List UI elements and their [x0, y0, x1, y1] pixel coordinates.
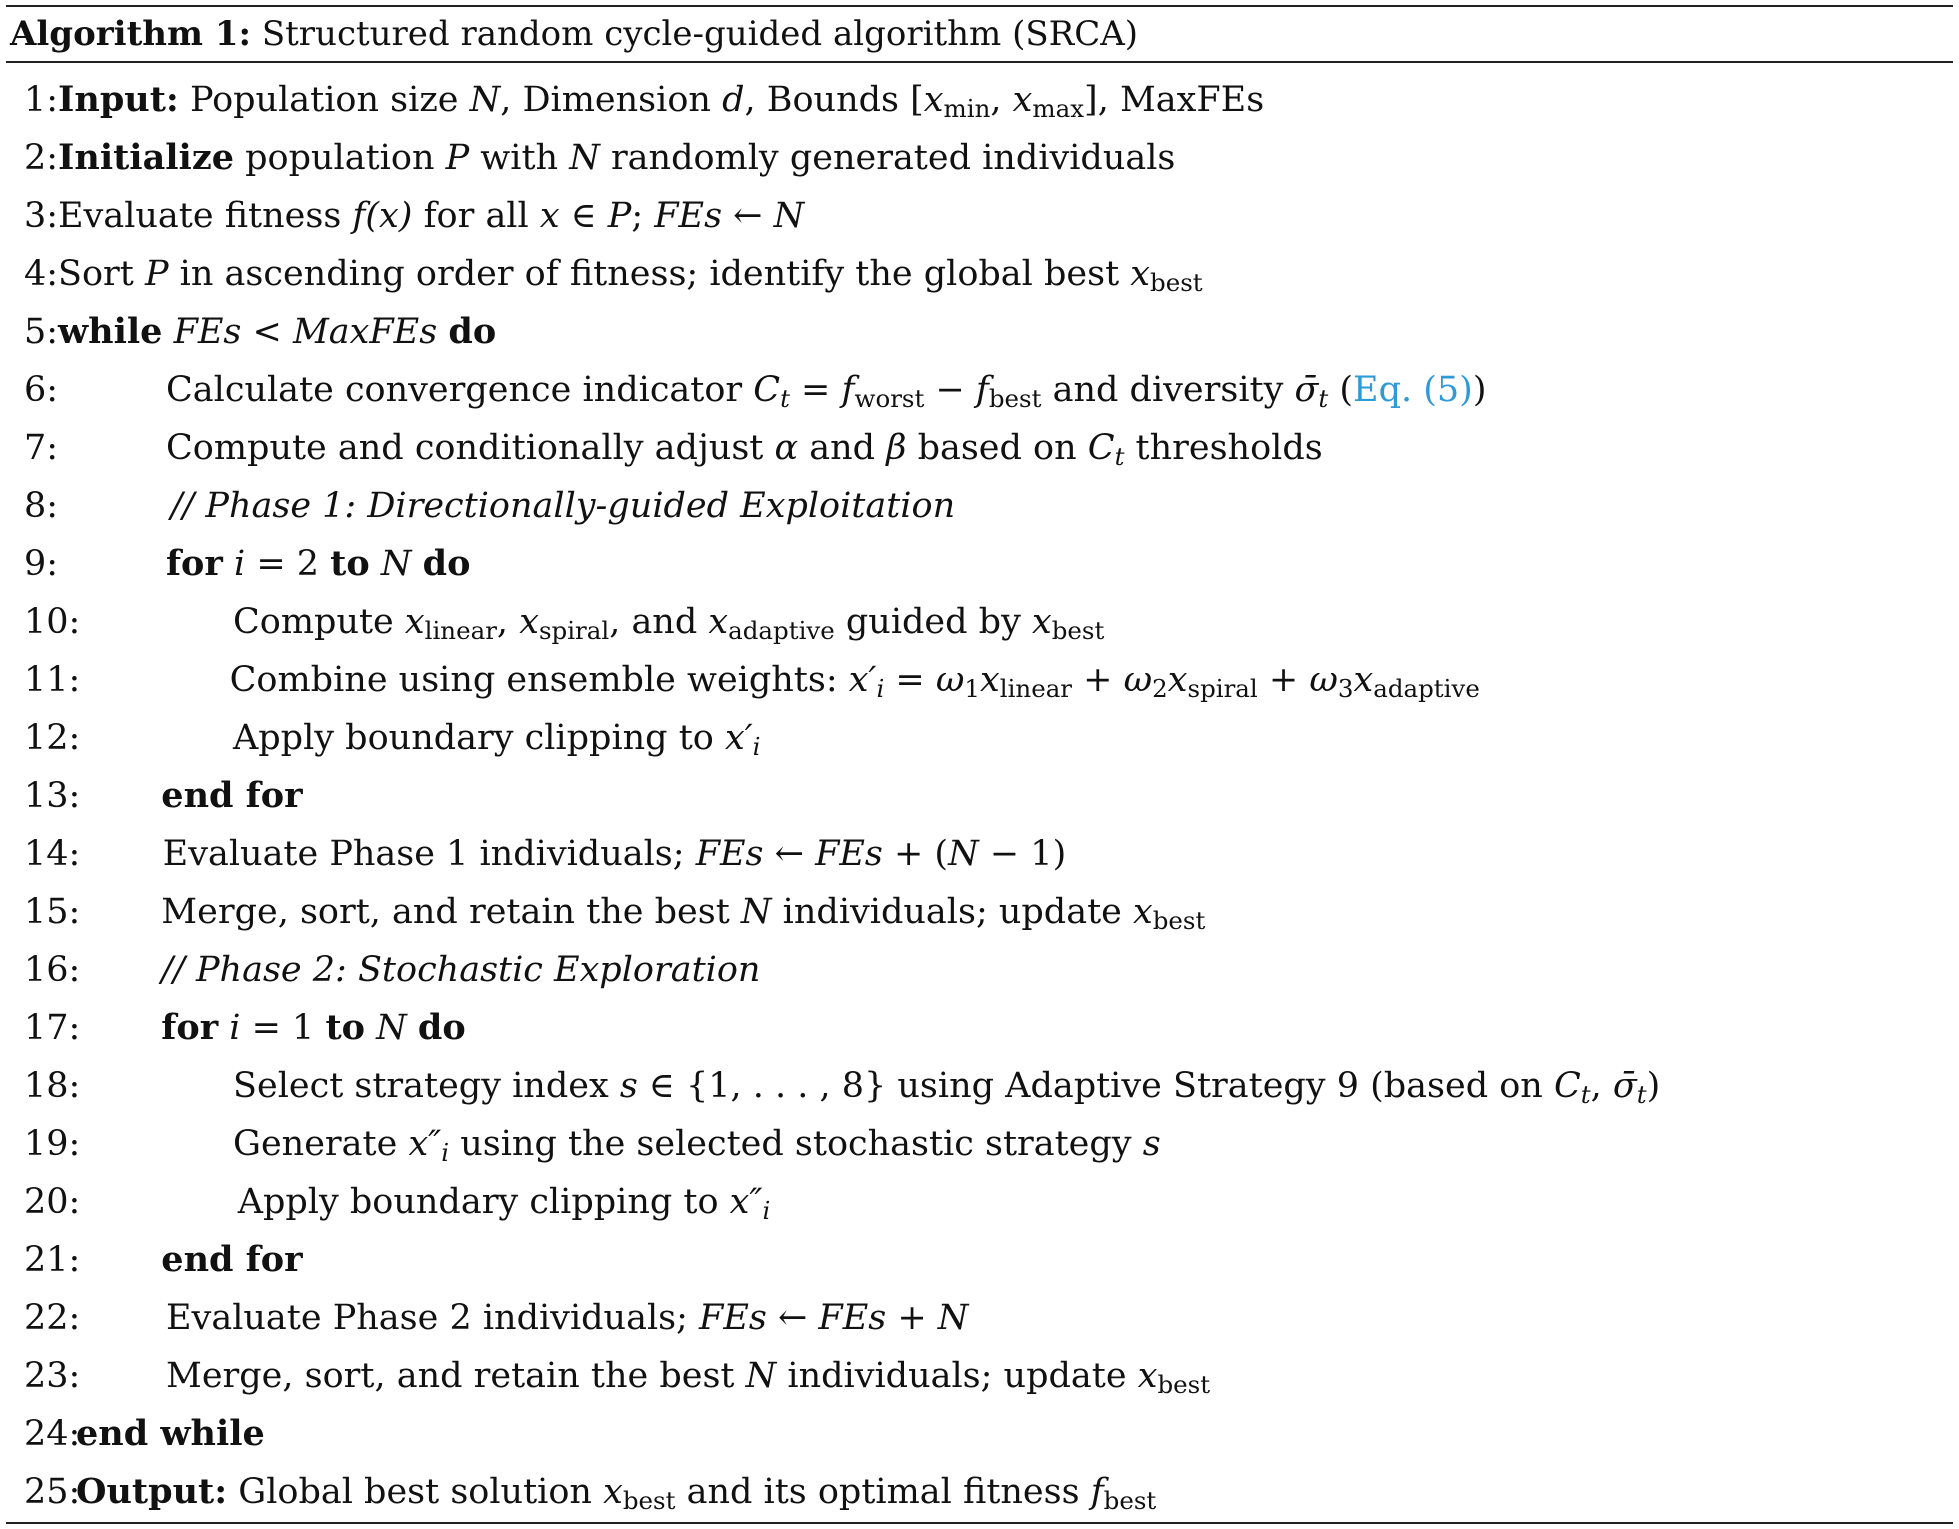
- keyword: Input:: [58, 79, 179, 120]
- math-symbol: d: [722, 80, 745, 120]
- subscript: i: [441, 1138, 450, 1168]
- text-segment: Combine using ensemble weights:: [229, 660, 849, 700]
- algorithm-label: Algorithm 1:: [10, 14, 252, 54]
- text-segment: [411, 544, 422, 584]
- text-segment: and: [798, 428, 887, 468]
- line-number: 15:: [24, 892, 81, 932]
- subscript: t: [1318, 384, 1329, 414]
- line-text: [171, 477, 955, 535]
- text-segment: =: [884, 660, 936, 700]
- text-segment: individuals; update: [776, 1356, 1138, 1396]
- text-segment: ∈ {1, . . . , 8} using Adaptive Strategy 9 (based on: [637, 1066, 1554, 1106]
- math-symbol: x′: [724, 718, 753, 758]
- text-segment: +: [1072, 660, 1124, 700]
- text-segment: ;: [631, 196, 655, 236]
- text-segment: ], MaxFEs: [1084, 80, 1265, 120]
- line-text: [161, 767, 302, 825]
- subscript: best: [988, 384, 1042, 414]
- algorithm-line: [6, 245, 1953, 303]
- keyword: while: [58, 311, 163, 352]
- text-segment: ): [1472, 370, 1487, 410]
- line-text: [76, 1463, 1156, 1521]
- text-segment: Evaluate fitness: [58, 196, 353, 236]
- math-symbol: x: [1137, 1356, 1158, 1396]
- math-symbol: σ̄: [1612, 1066, 1637, 1106]
- algorithm-line: [6, 767, 1953, 825]
- math-symbol: // Phase 2: Stochastic Exploration: [161, 950, 761, 990]
- algorithm-line: [6, 361, 1953, 419]
- subscript: t: [1636, 1080, 1647, 1110]
- text-segment: Evaluate Phase 1 individuals;: [162, 834, 696, 874]
- math-symbol: FEs: [699, 1298, 767, 1338]
- algorithm-caption: [6, 7, 1953, 61]
- line-text: [230, 651, 1480, 709]
- text-segment: and its optimal fitness: [675, 1472, 1091, 1512]
- line-number: 3:: [24, 196, 59, 236]
- text-segment: Global best solution: [227, 1472, 604, 1512]
- subscript: 3: [1337, 674, 1354, 704]
- line-number: 25:: [24, 1472, 81, 1512]
- subscript: min: [943, 94, 991, 124]
- algorithm-line: [6, 1347, 1953, 1405]
- algorithm-line: [6, 1289, 1953, 1347]
- text-segment: Sort: [58, 254, 145, 294]
- text-segment: =: [789, 370, 842, 410]
- math-symbol: f: [841, 370, 855, 410]
- subscript: adaptive: [1373, 674, 1480, 704]
- line-text: [58, 129, 1175, 187]
- subscript: linear: [424, 616, 497, 646]
- line-text: [58, 303, 496, 361]
- algorithm-line: [6, 883, 1953, 941]
- algorithm-line: [6, 1057, 1953, 1115]
- text-segment: , Bounds [: [744, 80, 924, 120]
- line-number: 12:: [24, 718, 81, 758]
- math-symbol: α: [774, 428, 799, 468]
- line-text: [166, 1289, 968, 1347]
- line-number: 5:: [24, 312, 59, 352]
- text-segment: ∈: [559, 196, 608, 236]
- math-symbol: N: [773, 196, 805, 236]
- math-symbol: N: [948, 834, 979, 874]
- text-segment: Apply boundary clipping to: [237, 1182, 730, 1222]
- text-segment: Evaluate Phase 2 individuals;: [166, 1298, 700, 1338]
- text-segment: ,: [1590, 1066, 1613, 1106]
- text-segment: ): [1646, 1066, 1661, 1106]
- subscript: best: [1150, 268, 1203, 298]
- subscript: i: [762, 1196, 771, 1226]
- math-symbol: C: [1553, 1066, 1581, 1106]
- line-text: [58, 245, 1203, 303]
- subscript: best: [1103, 1486, 1157, 1516]
- line-number: 19:: [24, 1124, 81, 1164]
- text-segment: − 1): [978, 834, 1067, 874]
- line-number: 14:: [24, 834, 81, 874]
- text-segment: Compute and conditionally adjust: [166, 428, 775, 468]
- line-text: [233, 709, 761, 767]
- math-symbol: N: [469, 80, 501, 120]
- math-symbol: i: [229, 1008, 241, 1048]
- line-number: 17:: [24, 1008, 81, 1048]
- subscript: best: [1152, 906, 1206, 936]
- text-segment: [365, 1008, 376, 1048]
- algorithm-line: [6, 999, 1953, 1057]
- line-number: 24:: [24, 1414, 81, 1454]
- math-symbol: x: [603, 1472, 623, 1512]
- math-symbol: f(x): [352, 196, 413, 236]
- text-segment: thresholds: [1124, 428, 1323, 468]
- math-symbol: N: [740, 892, 772, 932]
- math-symbol: N: [937, 1298, 969, 1338]
- text-segment: and diversity: [1041, 370, 1295, 410]
- keyword: end for: [161, 1239, 303, 1280]
- keyword: end while: [76, 1413, 265, 1454]
- algorithm-block: [6, 5, 1953, 1521]
- math-symbol: x: [980, 660, 1000, 700]
- text-segment: population: [234, 138, 446, 178]
- math-symbol: // Phase 1: Directionally-guided Exploitation: [170, 486, 956, 526]
- math-symbol: s: [619, 1066, 638, 1106]
- algorithm-lines: [6, 63, 1953, 1521]
- math-symbol: x: [1130, 254, 1151, 294]
- line-number: 18:: [24, 1066, 81, 1106]
- text-segment: ,: [990, 80, 1013, 120]
- subscript: max: [1032, 94, 1085, 124]
- math-symbol: x: [1031, 602, 1052, 642]
- math-symbol: ω: [1123, 660, 1153, 700]
- text-segment: [218, 1008, 229, 1048]
- subscript: t: [1114, 442, 1125, 472]
- line-text: [161, 941, 760, 999]
- math-symbol: N: [376, 1008, 407, 1048]
- math-symbol: x″: [729, 1182, 763, 1222]
- text-segment: in ascending order of fitness; identify the global best: [168, 254, 1131, 294]
- math-symbol: β: [886, 428, 907, 468]
- algorithm-line: [6, 709, 1953, 767]
- algorithm-line: [6, 1173, 1953, 1231]
- algorithm-line: [6, 187, 1953, 245]
- algorithm-title: Structured random cycle-guided algorithm (SRCA): [261, 14, 1139, 54]
- math-symbol: P: [445, 138, 470, 178]
- line-number: 8:: [24, 486, 59, 526]
- text-segment: Compute: [233, 602, 405, 642]
- text-segment: guided by: [834, 602, 1032, 642]
- algorithm-line: [6, 1463, 1953, 1521]
- math-symbol: N: [380, 544, 412, 584]
- math-symbol: ω: [1309, 660, 1338, 700]
- text-segment: ,: [496, 602, 520, 642]
- text-segment: −: [924, 370, 976, 410]
- algorithm-line: [6, 941, 1953, 999]
- math-symbol: P: [144, 254, 169, 294]
- line-text: [166, 419, 1323, 477]
- keyword: for: [166, 543, 223, 584]
- algorithm-line: [6, 1231, 1953, 1289]
- text-segment: Merge, sort, and retain the best: [166, 1356, 746, 1396]
- math-symbol: FEs: [815, 834, 883, 874]
- subscript: adaptive: [728, 616, 835, 646]
- subscript: best: [622, 1486, 676, 1516]
- text-segment: + (: [882, 834, 949, 874]
- math-symbol: x: [404, 602, 425, 642]
- line-text: [233, 593, 1104, 651]
- text-segment: based on: [906, 428, 1088, 468]
- subscript: t: [780, 384, 790, 414]
- line-number: 13:: [24, 776, 81, 816]
- line-text: [238, 1173, 771, 1231]
- keyword: Initialize: [58, 137, 234, 178]
- line-text: [76, 1405, 265, 1463]
- algorithm-line: [6, 71, 1953, 129]
- line-text: [163, 825, 1067, 883]
- subscript: linear: [999, 674, 1073, 704]
- keyword: to: [330, 543, 370, 584]
- math-symbol: N: [569, 138, 600, 178]
- algorithm-line: [6, 593, 1953, 651]
- line-number: 9:: [24, 544, 59, 584]
- text-segment: Calculate convergence indicator: [166, 370, 754, 410]
- text-segment: ←: [722, 196, 774, 236]
- line-number: 22:: [24, 1298, 81, 1338]
- algorithm-line: [6, 1115, 1953, 1173]
- keyword: to: [325, 1007, 365, 1048]
- subscript: worst: [854, 384, 925, 414]
- line-number: 6:: [24, 370, 59, 410]
- keyword: do: [422, 543, 471, 584]
- line-text: [161, 883, 1205, 941]
- math-symbol: x: [1167, 660, 1188, 700]
- keyword: do: [417, 1007, 466, 1048]
- line-text: [233, 1115, 1161, 1173]
- subscript: best: [1051, 616, 1105, 646]
- text-segment: [407, 1008, 418, 1048]
- math-symbol: f: [1090, 1472, 1104, 1512]
- algorithm-line: [6, 477, 1953, 535]
- math-symbol: N: [745, 1356, 777, 1396]
- math-symbol: FEs: [695, 834, 764, 874]
- subscript: 1: [964, 674, 980, 704]
- line-number: 20:: [24, 1182, 81, 1222]
- text-segment: with: [469, 138, 570, 178]
- text-segment: , Dimension: [500, 80, 723, 120]
- math-symbol: x: [1012, 80, 1033, 120]
- subscript: 2: [1152, 674, 1168, 704]
- text-segment: (: [1328, 370, 1354, 410]
- subscript: i: [752, 732, 761, 762]
- bottom-rule: [6, 1522, 1953, 1524]
- math-symbol: x: [1353, 660, 1374, 700]
- math-symbol: σ̄: [1294, 370, 1319, 410]
- line-text: [58, 187, 804, 245]
- subscript: spiral: [538, 616, 610, 646]
- line-number: 23:: [24, 1356, 81, 1396]
- math-symbol: x: [923, 80, 944, 120]
- algorithm-line: [6, 129, 1953, 187]
- text-segment: using the selected stochastic strategy: [449, 1124, 1143, 1164]
- keyword: for: [161, 1007, 219, 1048]
- subscript: t: [1580, 1080, 1591, 1110]
- line-text: [58, 71, 1264, 129]
- math-symbol: MaxFEs: [292, 312, 438, 352]
- line-number: 2:: [24, 138, 59, 178]
- math-symbol: x″: [408, 1124, 442, 1164]
- line-number: 10:: [24, 602, 81, 642]
- algorithm-line: [6, 303, 1953, 361]
- text-segment: +: [1257, 660, 1310, 700]
- text-segment: ←: [763, 834, 816, 874]
- line-number: 4:: [24, 254, 59, 294]
- math-symbol: ω: [935, 660, 965, 700]
- line-number: 1:: [24, 80, 59, 120]
- text-segment: Population size: [178, 80, 470, 120]
- subscript: spiral: [1187, 674, 1258, 704]
- algorithm-line: [6, 535, 1953, 593]
- line-text: [161, 1231, 302, 1289]
- text-segment: +: [886, 1298, 938, 1338]
- math-symbol: s: [1142, 1124, 1161, 1164]
- text-segment: Merge, sort, and retain the best: [161, 892, 741, 932]
- math-symbol: i: [233, 544, 246, 584]
- algorithm-line: [6, 825, 1953, 883]
- text-segment: [370, 544, 381, 584]
- text-segment: <: [241, 312, 293, 352]
- text-segment: [437, 312, 448, 352]
- text-segment: [162, 312, 173, 352]
- line-text: [161, 999, 465, 1057]
- line-text: [166, 1347, 1210, 1405]
- math-symbol: FEs: [173, 312, 242, 352]
- subscript: i: [876, 674, 885, 704]
- math-symbol: C: [1087, 428, 1115, 468]
- math-symbol: x: [708, 602, 729, 642]
- math-symbol: P: [607, 196, 632, 236]
- math-symbol: C: [753, 370, 781, 410]
- line-number: 21:: [24, 1240, 81, 1280]
- math-symbol: x′: [848, 660, 877, 700]
- subscript: best: [1157, 1370, 1211, 1400]
- algorithm-line: [6, 651, 1953, 709]
- equation-link[interactable]: Eq. (5): [1353, 370, 1473, 410]
- line-text: [233, 1057, 1660, 1115]
- text-segment: for all: [412, 196, 540, 236]
- line-text: [166, 361, 1486, 419]
- text-segment: Select strategy index: [233, 1066, 620, 1106]
- math-symbol: x: [539, 196, 560, 236]
- math-symbol: FEs: [654, 196, 723, 236]
- keyword: end for: [161, 775, 303, 816]
- line-text: [166, 535, 470, 593]
- line-number: 11:: [24, 660, 81, 700]
- text-segment: [223, 544, 234, 584]
- text-segment: , and: [609, 602, 709, 642]
- line-number: 7:: [24, 428, 59, 468]
- text-segment: = 2: [245, 544, 331, 584]
- math-symbol: x: [1132, 892, 1153, 932]
- math-symbol: f: [975, 370, 989, 410]
- text-segment: randomly generated individuals: [599, 138, 1176, 178]
- math-symbol: x: [519, 602, 539, 642]
- keyword: do: [448, 311, 497, 352]
- text-segment: Generate: [233, 1124, 409, 1164]
- math-symbol: FEs: [818, 1298, 887, 1338]
- text-segment: ←: [766, 1298, 819, 1338]
- text-segment: = 1: [240, 1008, 326, 1048]
- text-segment: Apply boundary clipping to: [233, 718, 725, 758]
- algorithm-line: [6, 419, 1953, 477]
- text-segment: individuals; update: [771, 892, 1133, 932]
- algorithm-line: [6, 1405, 1953, 1463]
- line-number: 16:: [24, 950, 81, 990]
- keyword: Output:: [76, 1471, 228, 1512]
